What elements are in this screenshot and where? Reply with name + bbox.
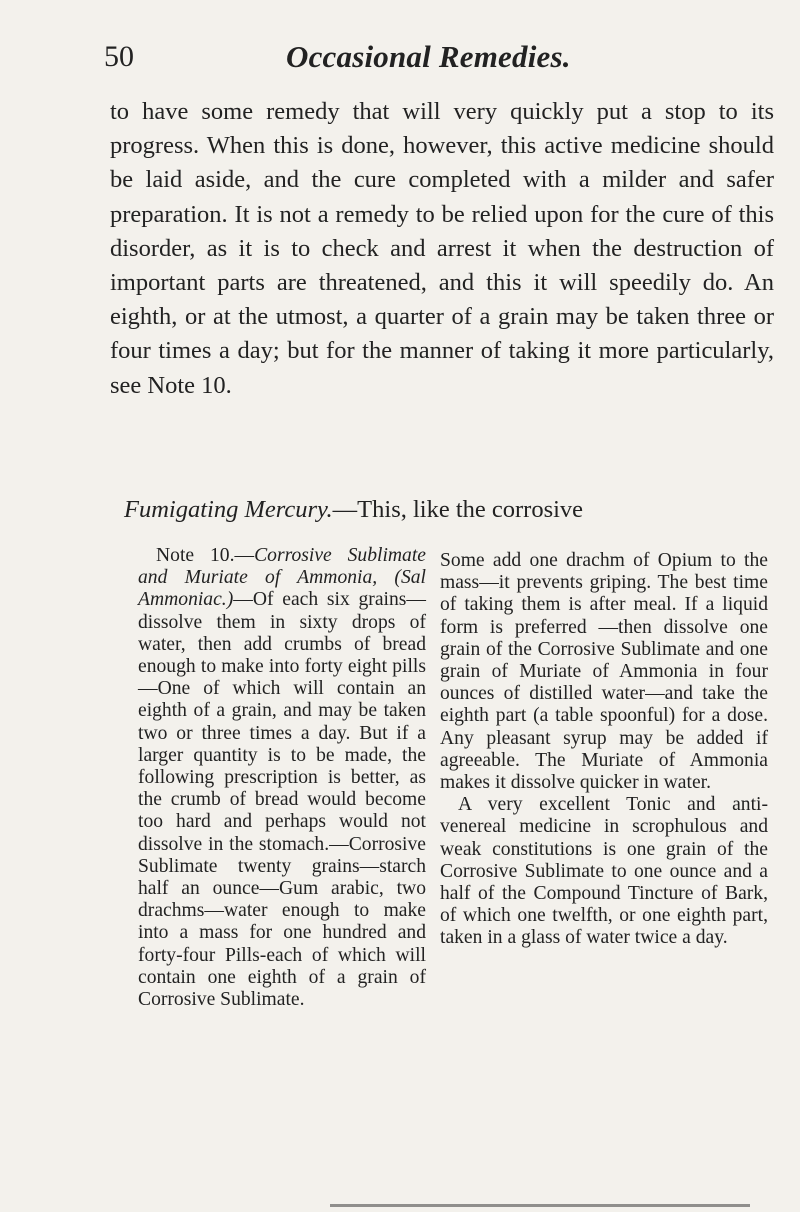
note-label: Note 10.— (156, 545, 255, 566)
page-number: 50 (104, 40, 134, 73)
note-right-paragraph-1: Some add one drachm of Opium to the mass—it prevents griping. The best time of taking them is after meal. If a liquid form is preferred —then dissolve one grain of the Corrosive Sublimate and one grain of Muriate of Ammonia in four ounces of distilled water—and take the eighth part (a table spoonful) for a dose. Any pleasant syrup may be added if agreeable. The Muriate of Ammonia makes it dissolve quicker in water. (440, 550, 768, 794)
page-header (0, 36, 800, 86)
main-paragraph-text: to have some remedy that will very quickly put a stop to its progress. When this is done, however, this active medicine should be laid aside, and the cure completed with a milder and safer preparation. It is not a remedy to be relied upon for the cure of this disorder, as it is to check and arrest it when the destruction of important parts are threatened, and this it will speedily do. An eighth, or at the utmost, a quarter of a grain may be taken three or four times a day; but for the manner of taking it more particularly, see Note 10. (110, 98, 774, 399)
note-title: Corrosive Sublimate and Muriate of Ammonia, (Sal Ammoniac.) (138, 545, 426, 611)
main-paragraph (110, 95, 774, 403)
note-left-column (138, 545, 426, 1011)
note-10-paragraph (138, 545, 426, 1011)
note-right-paragraph-2: A very excellent Tonic and anti-venereal medicine in scrophulous and weak constitutions is one grain of the Corrosive Sublimate to one ounce and a half of the Compound Tincture of Bark, of which one twelfth, or one eighth part, taken in a glass of water twice a day. (440, 794, 768, 949)
fumigating-mercury-heading: Fumigating Mercury. (124, 496, 333, 523)
bottom-rule (330, 1204, 750, 1207)
note-left-text: —Of each six grains—dissolve them in sixty drops of water, then add crumbs of bread enough to make into forty eight pills—One of which will contain an eighth of a grain, and may be taken two or three times a day. But if a larger quantity is to be made, the following prescription is better, as the crumb of bread would become too hard and perhaps would not dissolve in the stomach.—Corrosive Sublimate twenty grains—starch half an ounce—Gum arabic, two drachms—water enough to make into a mass for one hundred and forty-four Pills-each of which will contain one eighth of a grain of Corrosive Sublimate. (138, 589, 426, 1011)
note-right-column (440, 550, 768, 950)
fumigating-mercury-text: —This, like the corrosive (332, 496, 584, 523)
running-title: Occasional Remedies. (286, 39, 571, 74)
fumigating-mercury-paragraph (124, 493, 796, 527)
